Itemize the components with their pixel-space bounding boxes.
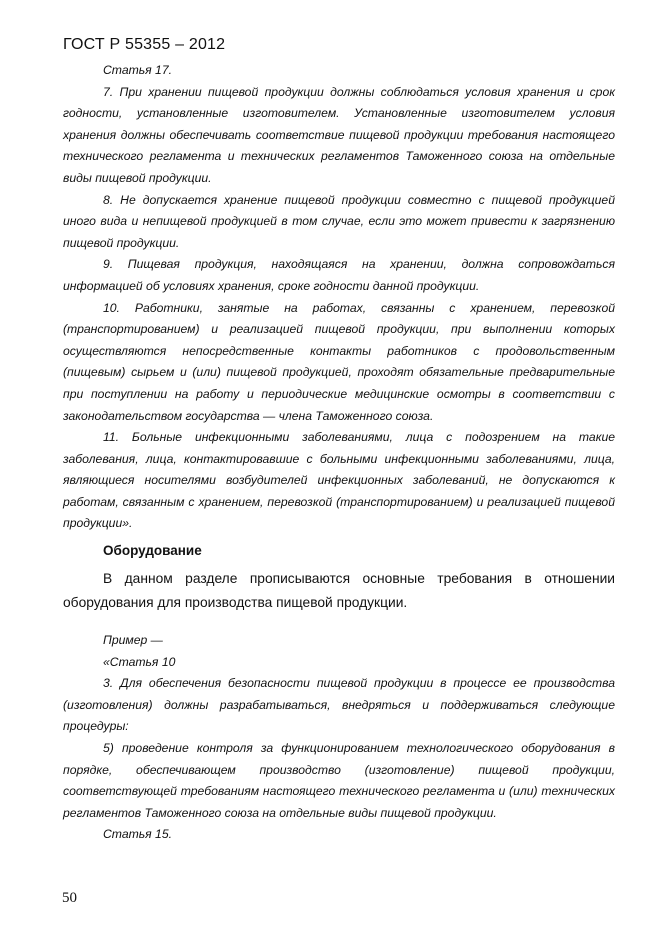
page-number: 50 bbox=[62, 890, 77, 906]
paragraph: 3. Для обеспечения безопасности пищевой продукции в процессе ее производства (изготовления) должны разрабатываться, внедряться и поддерживаться следующие процедуры: bbox=[63, 676, 615, 734]
paragraph: 5) проведение контроля за функционированием технологического оборудования в порядке, обеспечивающем производство (изготовление) пищевой продукции, соответствующей требованиям настоящего технического регламента и (или) технических регламентов Таможенного союза на отдельные виды пищевой продукции. bbox=[63, 740, 615, 820]
example-label: Пример — bbox=[103, 633, 163, 647]
section-description bbox=[63, 567, 615, 615]
paragraph: 8. Не допускается хранение пищевой продукции совместно с пищевой продукцией иного вида и непищевой продукцией в том случае, если это может привести к загрязнению пищевой продукции. bbox=[63, 192, 615, 250]
article-title: «Статья 10 bbox=[103, 654, 176, 669]
paragraph: В данном разделе прописываются основные требования в отношении оборудования для производства пищевой продукции. bbox=[63, 571, 615, 610]
document-header: ГОСТ Р 55355 – 2012 bbox=[63, 36, 226, 53]
section-example bbox=[63, 630, 615, 846]
paragraph: 11. Больные инфекционными заболеваниями, лица с подозрением на такие заболевания, лица, контактировавшие с больными инфекционными заболеваниями, лица, являющиеся носителями возбудителей инфекционных заболеваний, не допускаются к работам, связанным с хранением, перевозкой (транспортированием) и реализацией пищевой продукции». bbox=[63, 430, 615, 531]
paragraph: 10. Работники, занятые на работах, связанны с хранением, перевозкой (транспортированием) и реализацией пищевой продукции, при выполнении которых осуществляются непосредственные контакты работников с продовольственным (пищевым) сырьем и (или) пищевой продукцией, проходят обязательные предварительные при поступлении на работу и периодические медицинские осмотры в соответствии с законодательством государства — члена Таможенного союза. bbox=[63, 300, 615, 423]
article-title: Статья 17. bbox=[103, 63, 172, 77]
paragraph: 7. При хранении пищевой продукции должны соблюдаться условия хранения и срок годности, установленные изготовителем. Установленные изготовителем условия хранения должны обеспечивать соответствие пищевой продукции требования настоящего технического регламента и технических регламентов Таможенного союза на отдельные виды пищевой продукции. bbox=[63, 84, 615, 185]
section-heading: Оборудование bbox=[103, 543, 202, 558]
section-storage bbox=[63, 60, 615, 535]
article-title: Статья 15. bbox=[103, 827, 172, 842]
paragraph: 9. Пищевая продукция, находящаяся на хранении, должна сопровождаться информацией об условиях хранения, сроке годности данной продукции. bbox=[63, 257, 615, 293]
